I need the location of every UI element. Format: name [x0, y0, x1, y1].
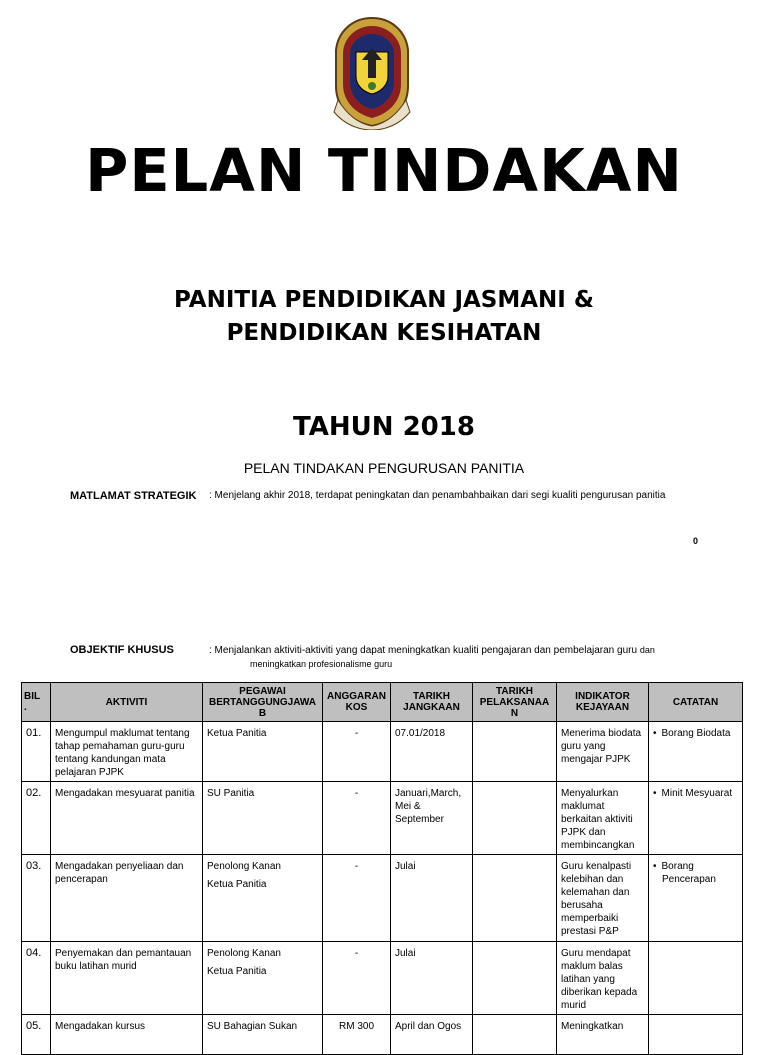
header-aktiviti: AKTIVITI: [51, 683, 203, 722]
table-body: [22, 722, 743, 1055]
objective-text-line-1: [209, 643, 749, 658]
cell-bil: 02.: [22, 782, 51, 855]
cell-kos: -: [323, 855, 391, 942]
pegawai-name: Ketua Panitia: [207, 728, 267, 739]
cell-bil: 04.: [22, 942, 51, 1015]
cell-aktiviti: Mengadakan mesyuarat panitia: [51, 782, 203, 855]
cell-pegawai: [203, 782, 323, 855]
subtitle-line-1: PANITIA PENDIDIKAN JASMANI &: [174, 287, 594, 313]
cell-tarikh-jangkaan: Julai: [391, 855, 473, 942]
objective-text-main: : Menjalankan aktiviti-aktiviti yang dapat meningkatkan kualiti pengajaran dan pembelajaran guru: [209, 645, 638, 656]
cell-aktiviti: Mengadakan penyeliaan dan pencerapan: [51, 855, 203, 942]
school-crest-logo: [330, 16, 414, 130]
pegawai-name: Ketua Panitia: [207, 879, 267, 890]
objective-label: OBJEKTIF KHUSUS: [70, 644, 174, 656]
section-title: PELAN TINDAKAN PENGURUSAN PANITIA: [243, 460, 525, 476]
table-row: [22, 942, 743, 1015]
cell-kos: -: [323, 942, 391, 1015]
cell-tarikh-pelaksanaan: [473, 1015, 557, 1055]
cell-catatan: [649, 942, 743, 1015]
action-plan-table: [21, 682, 743, 1055]
strategic-goal-text: : Menjelang akhir 2018, terdapat peningkatan dan penambahbaikan dari segi kualiti pengurusan panitia: [209, 490, 666, 501]
table-row: [22, 782, 743, 855]
table-row: [22, 855, 743, 942]
header-tarikh-jangkaan: TARIKH JANGKAAN: [391, 683, 473, 722]
catatan-bullet-item: • Borang Pencerapan: [653, 860, 738, 886]
cell-indikator: Menerima biodata guru yang mengajar PJPK: [557, 722, 649, 782]
cell-bil: 05.: [22, 1015, 51, 1055]
strategic-goal-label: MATLAMAT STRATEGIK: [70, 490, 197, 502]
cell-tarikh-pelaksanaan: [473, 942, 557, 1015]
cell-tarikh-pelaksanaan: [473, 782, 557, 855]
table-row: [22, 1015, 743, 1055]
cell-bil: 01.: [22, 722, 51, 782]
cell-tarikh-jangkaan: Januari,March, Mei & September: [391, 782, 473, 855]
cell-pegawai: [203, 722, 323, 782]
cell-pegawai: [203, 1015, 323, 1055]
subtitle-line-2: PENDIDIKAN KESIHATAN: [226, 320, 542, 346]
cell-indikator: Menyalurkan maklumat berkaitan aktiviti PJPK dan membincangkan: [557, 782, 649, 855]
cell-tarikh-jangkaan: April dan Ogos: [391, 1015, 473, 1055]
header-indikator: INDIKATOR KEJAYAAN: [557, 683, 649, 722]
pegawai-name: SU Bahagian Sukan: [207, 1021, 298, 1032]
cell-aktiviti: Penyemakan dan pemantauan buku latihan murid: [51, 942, 203, 1015]
committee-subtitle: [0, 284, 768, 350]
cell-pegawai: [203, 855, 323, 942]
header-bil: BIL .: [22, 683, 51, 722]
header-tarikh-pelaksanaan: TARIKH PELAKSANAA N: [473, 683, 557, 722]
pegawai-name: Ketua Panitia: [207, 966, 267, 977]
header-catatan: CATATAN: [649, 683, 743, 722]
cell-tarikh-pelaksanaan: [473, 722, 557, 782]
table-header-row: [22, 683, 743, 722]
cell-tarikh-jangkaan: Julai: [391, 942, 473, 1015]
catatan-bullet-item: • Borang Biodata: [653, 727, 738, 740]
objective-text-tail: dan: [639, 645, 655, 655]
cell-bil: 03.: [22, 855, 51, 942]
header-pegawai: PEGAWAI BERTANGGUNGJAWA B: [203, 683, 323, 722]
pegawai-name: SU Panitia: [207, 788, 255, 799]
table-row: [22, 722, 743, 782]
cell-catatan: [649, 855, 743, 942]
cell-indikator: Guru mendapat maklum balas latihan yang diberikan kepada murid: [557, 942, 649, 1015]
cell-kos: RM 300: [323, 1015, 391, 1055]
cell-catatan: [649, 782, 743, 855]
cell-aktiviti: Mengadakan kursus: [51, 1015, 203, 1055]
pegawai-name: Penolong Kanan: [207, 948, 281, 959]
cell-pegawai: [203, 942, 323, 1015]
cell-kos: -: [323, 782, 391, 855]
header-kos: ANGGARAN KOS: [323, 683, 391, 722]
cell-aktiviti: Mengumpul maklumat tentang tahap pemahaman guru-guru tentang kandungan mata pelajaran PJPK: [51, 722, 203, 782]
objective-text-line-2: meningkatkan profesionalisme guru: [250, 659, 393, 669]
cell-catatan: [649, 722, 743, 782]
cell-indikator: Meningkatkan: [557, 1015, 649, 1055]
cell-kos: -: [323, 722, 391, 782]
cell-tarikh-jangkaan: 07.01/2018: [391, 722, 473, 782]
cell-indikator: Guru kenalpasti kelebihan dan kelemahan dan berusaha memperbaiki prestasi P&P: [557, 855, 649, 942]
year-heading: TAHUN 2018: [293, 412, 475, 442]
page-title: PELAN TINDAKAN: [85, 136, 683, 205]
cell-tarikh-pelaksanaan: [473, 855, 557, 942]
cell-catatan: [649, 1015, 743, 1055]
stray-mark: 0: [693, 536, 699, 546]
pegawai-name: Penolong Kanan: [207, 861, 281, 872]
catatan-bullet-item: • Minit Mesyuarat: [653, 787, 738, 800]
